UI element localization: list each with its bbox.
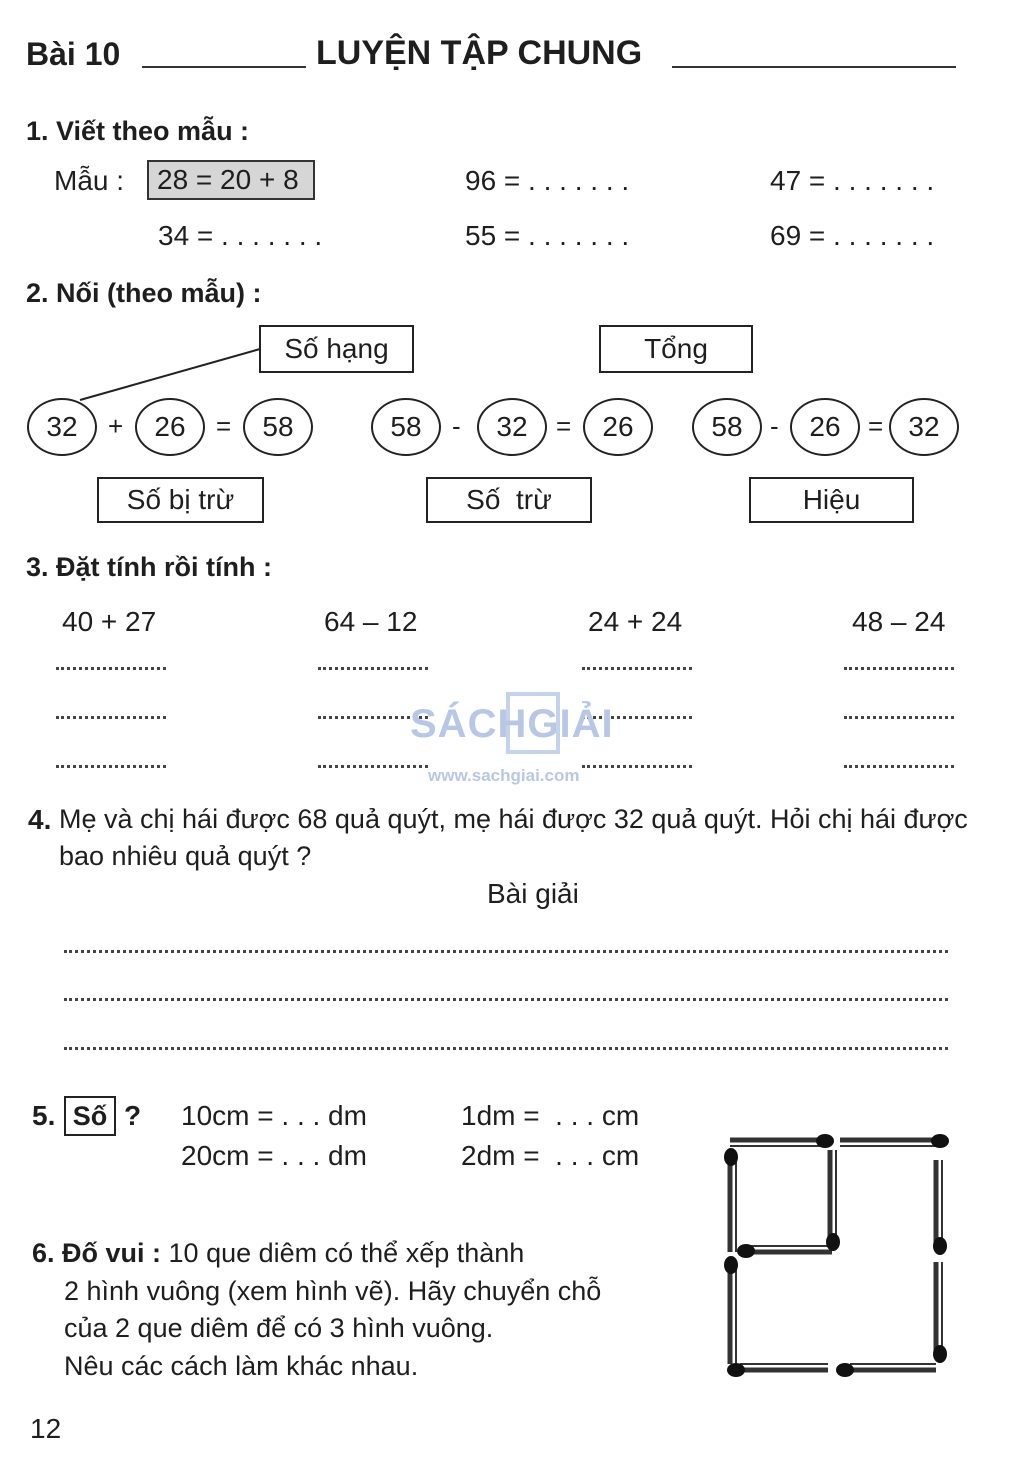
label-so-tru-text: Số trừ xyxy=(466,484,552,515)
page-number: 12 xyxy=(30,1413,62,1444)
matchstick xyxy=(730,1140,822,1146)
match-head xyxy=(737,1244,755,1258)
ex6-text-line2: 2 hình vuông (xem hình vẽ). Hãy chuyển chỗ xyxy=(64,1276,602,1306)
ex4-answer-line xyxy=(64,1047,948,1050)
ex6-text-line1: 10 que diêm có thể xếp thành xyxy=(168,1238,525,1268)
match-head xyxy=(836,1363,854,1377)
ex5-item-20cm: 20cm = . . . dm xyxy=(181,1140,367,1171)
eq1-equals: = xyxy=(216,411,232,441)
ex4-question-line1: Mẹ và chị hái được 68 quả quýt, mẹ hái được 32 quả quýt. Hỏi chị hái được xyxy=(59,804,968,834)
eq3-equals: = xyxy=(868,411,884,441)
label-so-tru[interactable] xyxy=(426,477,592,523)
matchstick xyxy=(936,1262,942,1352)
ex4-answer-line xyxy=(64,998,948,1001)
eq3-result: 32 xyxy=(889,398,959,456)
ex6-text-line3: của 2 que diêm để có 3 hình vuông. xyxy=(64,1313,494,1343)
match-head xyxy=(724,1148,738,1166)
ex5-question-mark: ? xyxy=(124,1100,142,1131)
ex5-boxed-text: Số xyxy=(72,1100,108,1131)
matchstick xyxy=(740,1364,828,1370)
ex6-title: 6. Đố vui : xyxy=(32,1238,162,1268)
ex1-item-47: 47 = . . . . . . . xyxy=(770,165,935,196)
ex3-answer-line xyxy=(56,667,166,670)
ex1-item-55: 55 = . . . . . . . xyxy=(465,220,630,251)
match-head xyxy=(933,1237,947,1255)
ex3-answer-line xyxy=(582,667,692,670)
ex3-answer-line xyxy=(56,765,166,768)
ex5-item-10cm: 10cm = . . . dm xyxy=(181,1100,367,1131)
eq2-operand-a: 58 xyxy=(371,398,441,456)
page-title: LUYỆN TẬP CHUNG xyxy=(316,34,643,72)
matchstick xyxy=(936,1160,942,1244)
eq3-operator: - xyxy=(770,411,779,441)
ex3-answer-line xyxy=(56,716,166,719)
ex1-item-34: 34 = . . . . . . . xyxy=(158,220,323,251)
match-head xyxy=(931,1134,949,1148)
ex3-answer-line xyxy=(844,716,954,719)
label-hieu-text: Hiệu xyxy=(802,484,861,515)
ex5-number: 5. xyxy=(32,1100,56,1131)
ex4-number: 4. xyxy=(28,804,52,835)
eq1-operator: + xyxy=(108,411,124,441)
ex3-title: 3. Đặt tính rồi tính : xyxy=(26,552,272,582)
label-hieu[interactable] xyxy=(749,477,914,523)
label-so-hang[interactable] xyxy=(259,325,414,373)
matchstick xyxy=(730,1268,736,1364)
ex4-solution-label: Bài giải xyxy=(487,878,579,909)
label-tong-text: Tổng xyxy=(644,333,708,364)
eq2-operand-b: 32 xyxy=(477,398,547,456)
ex5-item-2dm: 2dm = . . . cm xyxy=(461,1140,640,1171)
eq1-operand-b: 26 xyxy=(135,398,205,456)
ex5-number-box xyxy=(64,1096,116,1136)
match-head xyxy=(724,1256,738,1274)
ex3-answer-line xyxy=(318,765,428,768)
eq2-operator: - xyxy=(452,411,461,441)
ex1-sample-value: 28 = 20 + 8 xyxy=(157,164,299,195)
eq1-result: 58 xyxy=(243,398,313,456)
ex3-problem-4: 48 – 24 xyxy=(852,606,946,637)
ex4-answer-line xyxy=(64,950,948,953)
ex3-answer-line xyxy=(582,765,692,768)
matchstick xyxy=(730,1162,736,1252)
ex3-problem-2: 64 – 12 xyxy=(324,606,418,637)
matchstick xyxy=(830,1150,836,1240)
watermark-url: www.sachgiai.com xyxy=(428,766,580,785)
ex3-answer-line xyxy=(844,765,954,768)
eq3-operand-a: 58 xyxy=(692,398,762,456)
match-head xyxy=(816,1134,834,1148)
ex1-item-69: 69 = . . . . . . . xyxy=(770,220,935,251)
ex4-question-line2: bao nhiêu quả quýt ? xyxy=(59,841,312,871)
ex5-item-1dm: 1dm = . . . cm xyxy=(461,1100,640,1131)
matchstick-puzzle-figure xyxy=(700,1120,970,1400)
eq2-equals: = xyxy=(556,411,572,441)
match-head xyxy=(826,1233,840,1251)
eq1-operand-a: 32 xyxy=(27,398,97,456)
ex1-mau-label: Mẫu : xyxy=(54,165,125,196)
ex3-problem-3: 24 + 24 xyxy=(588,606,683,637)
label-so-bi-tru[interactable] xyxy=(97,477,264,523)
watermark-brand: SÁCHGIẢI xyxy=(410,702,614,746)
ex2-title: 2. Nối (theo mẫu) : xyxy=(26,278,262,308)
ex3-answer-line xyxy=(318,667,428,670)
ex3-problem-1: 40 + 27 xyxy=(62,606,157,637)
lesson-number: Bài 10 xyxy=(26,36,121,72)
ex1-title: 1. Viết theo mẫu : xyxy=(26,116,250,146)
eq3-operand-b: 26 xyxy=(790,398,860,456)
ex3-answer-line xyxy=(844,667,954,670)
matchstick xyxy=(750,1246,832,1252)
matchstick xyxy=(840,1140,936,1146)
ex1-item-96: 96 = . . . . . . . xyxy=(465,165,630,196)
match-head xyxy=(727,1363,745,1377)
label-so-bi-tru-text: Số bị trừ xyxy=(126,484,235,515)
matchstick xyxy=(850,1364,936,1370)
match-head xyxy=(933,1345,947,1363)
eq2-result: 26 xyxy=(583,398,653,456)
label-tong[interactable] xyxy=(599,325,753,373)
label-so-hang-text: Số hạng xyxy=(284,333,389,364)
ex6-text-line4: Nêu các cách làm khác nhau. xyxy=(64,1351,419,1381)
ex6-line1 xyxy=(32,1238,524,1269)
